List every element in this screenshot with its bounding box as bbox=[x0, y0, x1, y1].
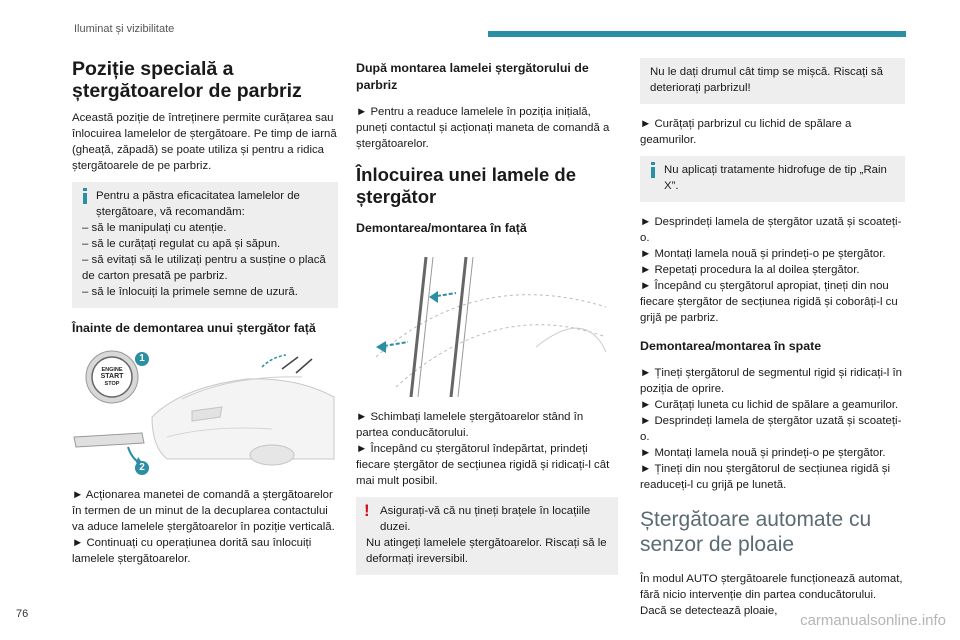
caution-note bbox=[640, 58, 905, 104]
callout-1: 1 bbox=[139, 353, 145, 364]
note-text: Nu aplicați tratamente hidrofuge de tip „Rain X”. bbox=[664, 164, 887, 192]
subheading-after-mounting: După montarea lamelei ștergătorului de parbriz bbox=[356, 61, 589, 92]
after-paragraph: ► Pentru a readuce lamelele în poziția inițială, puneți contactul și acționați maneta de comandă a ștergătoarelor. bbox=[356, 106, 610, 150]
step-paragraph: ► Începând cu ștergătorul îndepărtat, prindeți fiecare ștergător de secțiunea rigidă și ridicați-l cât mai mult posibil. bbox=[356, 443, 610, 487]
subheading-before-removal: Înainte de demontarea unui ștergător față bbox=[72, 321, 316, 335]
figure-start-stop-car bbox=[72, 347, 338, 475]
start-stop-button-label bbox=[99, 367, 125, 387]
warning-icon: ! bbox=[364, 501, 370, 520]
step-paragraph: ► Montați lamela nouă și prindeți-o pe ștergător. bbox=[640, 248, 886, 260]
info-note bbox=[72, 182, 338, 308]
section-title-auto-wipers: Ștergătoare automate cu senzor de ploaie bbox=[640, 508, 872, 556]
step-paragraph: ► Desprindeți lamela de ștergător uzată și scoateți-o. bbox=[640, 415, 902, 443]
wiper-illustration bbox=[356, 247, 618, 397]
subheading-rear: Demontarea/montarea în spate bbox=[640, 339, 822, 353]
auto-paragraph: În modul AUTO ștergătoarele funcționează automat, fără nicio intervenție din partea conducătorului. Dacă se detectează ploaie, bbox=[640, 573, 903, 617]
figure-wiper-blades bbox=[356, 247, 618, 397]
button-line: START bbox=[100, 373, 124, 380]
step-paragraph: ► Montați lamela nouă și prindeți-o pe ștergător. bbox=[640, 447, 886, 459]
section-header: Iluminat și vizibilitate bbox=[74, 23, 175, 35]
button-line: ENGINE bbox=[101, 367, 123, 373]
info-icon bbox=[80, 188, 90, 204]
step-paragraph: ► Țineți ștergătorul de segmentul rigid și ridicați-l în poziția de oprire. bbox=[640, 367, 902, 395]
note-line: Pentru a păstra eficacitatea lamelelor de ștergătoare, vă recomandăm: bbox=[96, 190, 300, 218]
step-paragraph: ► Repetați procedura la al doilea ștergător. bbox=[640, 264, 860, 276]
intro-paragraph: Această poziție de întreținere permite curățarea sau înlocuirea lamelelor de ștergătoare. Pe timp de iarnă (gheață, zăpadă) se poate utiliza și pentru a ridica ștergătoarele de pe parbriz. bbox=[72, 112, 337, 172]
step-paragraph: ► Continuați cu operațiunea dorită sau înlocuiți lamelele ștergătoarelor. bbox=[72, 537, 312, 565]
step-paragraph: ► Curățați luneta cu lichid de spălare a geamurilor. bbox=[640, 399, 899, 411]
header-accent-bar bbox=[488, 31, 906, 37]
step-paragraph: ► Țineți din nou ștergătorul de secțiunea rigidă și readuceți-l cu grijă pe lunetă. bbox=[640, 463, 890, 491]
page-number: 76 bbox=[16, 608, 29, 620]
note-line: – să evitați să le utilizați pentru a susține o placă de carton presată pe parbriz. bbox=[82, 254, 326, 282]
warning-note bbox=[356, 497, 618, 575]
button-line: STOP bbox=[104, 381, 120, 387]
caution-text: Nu le dați drumul cât timp se mișcă. Riscați să deteriorați parbrizul! bbox=[650, 66, 883, 94]
warning-line: Asigurați-vă că nu țineți brațele în locațiile duzei. bbox=[380, 505, 591, 533]
step-paragraph: ► Acționarea manetei de comandă a ștergătoarelor în termen de un minut de la decuplarea contactului va aduce lamelele ștergătoarelor în poziție verticală. bbox=[72, 489, 335, 533]
note-line: – să le manipulați cu atenție. bbox=[82, 222, 227, 234]
column-3 bbox=[640, 58, 905, 627]
callout-2: 2 bbox=[139, 462, 145, 473]
step-paragraph: ► Desprindeți lamela de ștergător uzată și scoateți-o. bbox=[640, 216, 902, 244]
note-line: – să le înlocuiți la primele semne de uzură. bbox=[82, 286, 298, 298]
step-paragraph: ► Începând cu ștergătorul apropiat, țineți din nou fiecare ștergător de secțiunea rigidă și coborâți-l cu grijă pe parbriz. bbox=[640, 280, 898, 324]
warning-line: Nu atingeți lamelele ștergătoarelor. Riscați să le deformați ireversibil. bbox=[366, 537, 607, 565]
info-note-rainx bbox=[640, 156, 905, 202]
section-title-replace-blade: Înlocuirea unei lamele de ștergător bbox=[356, 164, 577, 207]
info-icon bbox=[648, 162, 658, 178]
step-paragraph: ► Schimbați lamelele ștergătoarelor stând în partea conducătorului. bbox=[356, 411, 584, 439]
watermark: carmanualsonline.info bbox=[800, 612, 946, 629]
note-line: – să le curățați regulat cu apă și săpun. bbox=[82, 238, 281, 250]
column-2 bbox=[356, 58, 618, 587]
section-title-special-position: Poziție specială a ștergătoarelor de parbriz bbox=[72, 58, 302, 102]
column-1 bbox=[72, 58, 338, 575]
subheading-front: Demontarea/montarea în față bbox=[356, 221, 527, 235]
step-paragraph: ► Curățați parbrizul cu lichid de spălare a geamurilor. bbox=[640, 118, 852, 146]
